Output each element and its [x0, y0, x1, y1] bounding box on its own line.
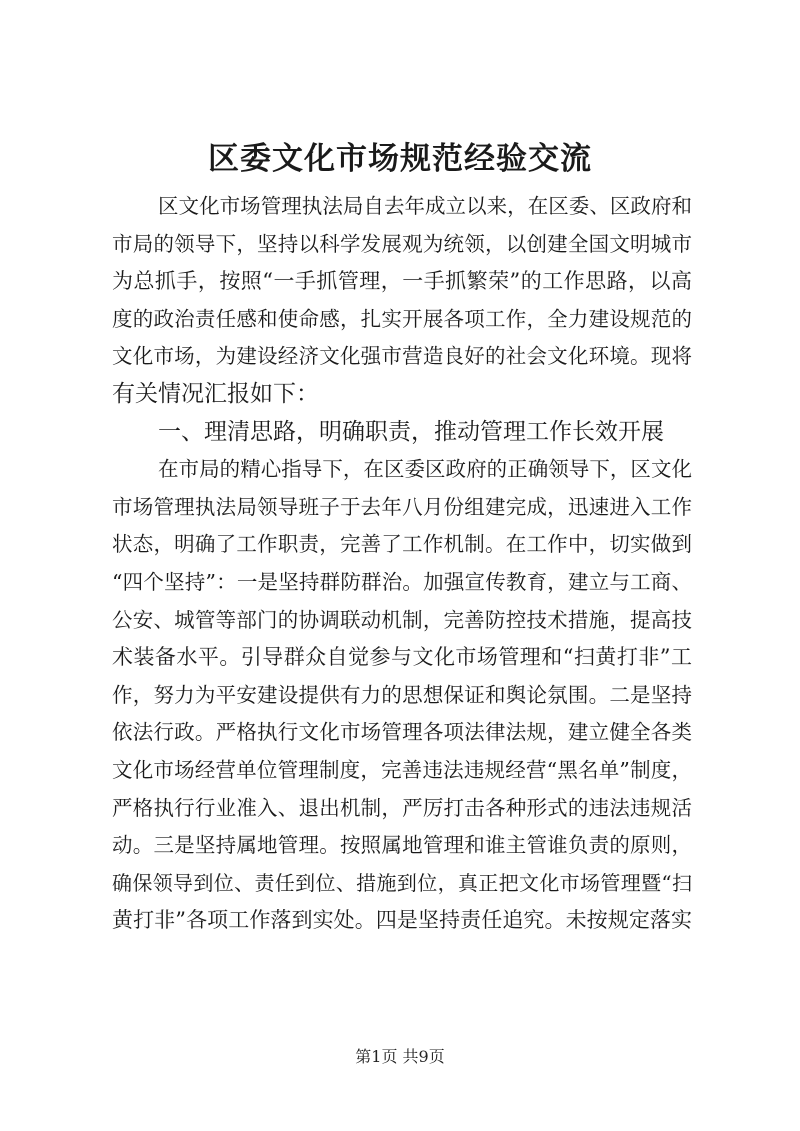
body-line: 一、理清思路，明确职责，推动管理工作长效开展: [158, 418, 664, 445]
body-line: 市场管理执法局领导班子于去年八月份组建完成，迅速进入工作: [112, 494, 692, 519]
body-line: 术装备水平。引导群众自觉参与文化市场管理和“扫黄打非”工: [112, 645, 692, 670]
body-line: 在市局的精心指导下，在区委区政府的正确领导下，区文化: [158, 457, 692, 482]
body-line: 严格执行行业准入、退出机制，严厉打击各种形式的违法违规活: [112, 795, 692, 820]
body-line: 文化市场经营单位管理制度，完善违法违规经营“黑名单”制度，: [112, 757, 692, 782]
body-line: 确保领导到位、责任到位、措施到位，真正把文化市场管理暨“扫: [112, 870, 692, 895]
body-line: “四个坚持”：一是坚持群防群治。加强宣传教育，建立与工商、: [112, 569, 692, 594]
body-line: 有关情况汇报如下：: [112, 380, 319, 407]
body-line: 公安、城管等部门的协调联动机制，完善防控技术措施，提高技: [112, 607, 692, 632]
body-line: 黄打非”各项工作落到实处。四是坚持责任追究。未按规定落实: [112, 908, 692, 933]
body-line: 状态，明确了工作职责，完善了工作机制。在工作中，切实做到: [112, 532, 692, 557]
document-body: [112, 188, 692, 940]
body-line: 区文化市场管理执法局自去年成立以来，在区委、区政府和: [158, 194, 692, 218]
body-line: 动。三是坚持属地管理。按照属地管理和谁主管谁负责的原则，: [112, 833, 692, 858]
body-line: 依法行政。严格执行文化市场管理各项法律法规，建立健全各类: [112, 720, 692, 745]
body-line: 文化市场，为建设经济文化强市营造良好的社会文化环境。现将: [112, 344, 692, 369]
document-title: 区委文化市场规范经验交流: [208, 141, 592, 177]
body-line: 为总抓手，按照“一手抓管理，一手抓繁荣”的工作思路，以高: [112, 269, 692, 294]
body-line: 作，努力为平安建设提供有力的思想保证和舆论氛围。二是坚持: [112, 682, 692, 707]
page-footer: 第1页 共9页: [355, 1047, 445, 1066]
body-line: 市局的领导下，坚持以科学发展观为统领，以创建全国文明城市: [112, 231, 692, 256]
body-line: 度的政治责任感和使命感，扎实开展各项工作，全力建设规范的: [112, 306, 692, 331]
